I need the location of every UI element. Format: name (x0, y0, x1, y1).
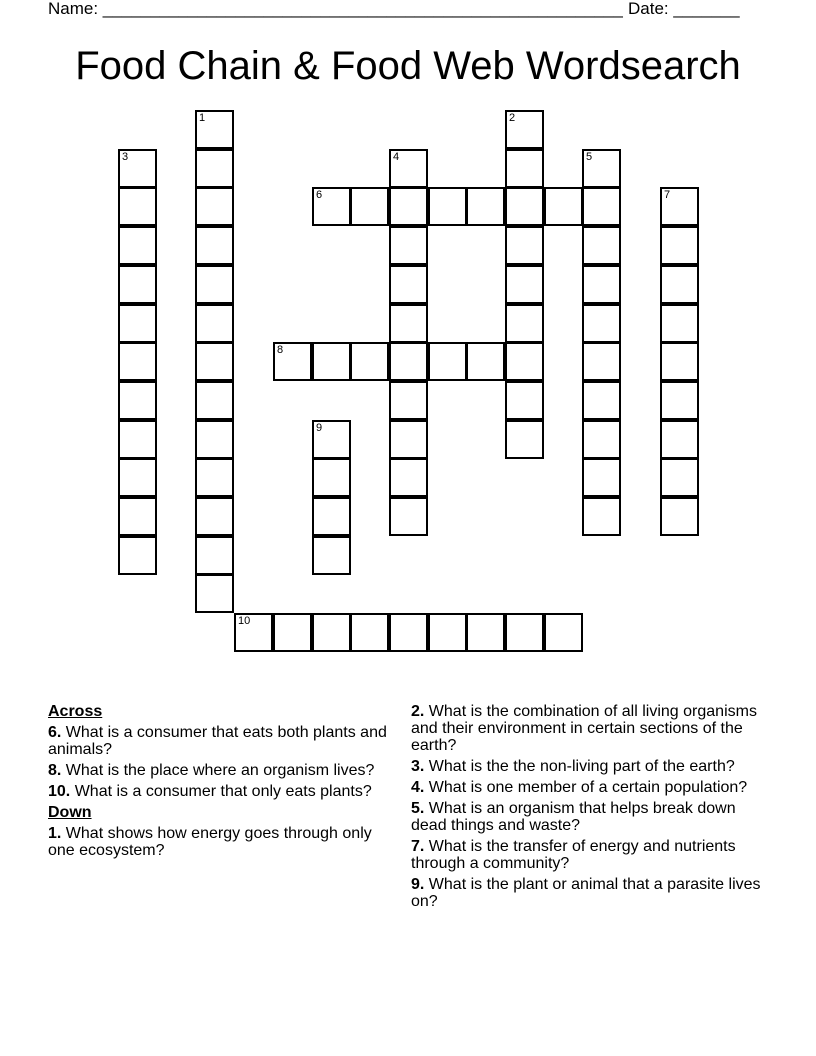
grid-cell[interactable] (389, 226, 428, 265)
grid-cell[interactable] (582, 187, 621, 226)
grid-cell[interactable] (350, 342, 389, 381)
grid-cell[interactable] (312, 420, 351, 459)
clue-across-6: 6. What is a consumer that eats both plants and animals? (48, 724, 387, 758)
clue-number: 10 (238, 615, 251, 627)
grid-cell[interactable] (312, 187, 351, 226)
grid-cell[interactable] (389, 613, 428, 652)
grid-cell[interactable] (505, 304, 544, 343)
grid-cell[interactable] (195, 110, 234, 149)
grid-cell[interactable] (660, 265, 699, 304)
grid-cell[interactable] (234, 613, 273, 652)
grid-cell[interactable] (582, 304, 621, 343)
clue-down-2: 2. What is the combination of all living organisms and their environment in certain sections of the earth? (411, 703, 757, 754)
grid-cell[interactable] (118, 342, 157, 381)
clue-number: 5 (586, 151, 593, 163)
grid-cell[interactable] (195, 342, 234, 381)
across-heading: Across (48, 703, 103, 720)
grid-cell[interactable] (195, 536, 234, 575)
grid-cell[interactable] (428, 187, 467, 226)
grid-cell[interactable] (118, 497, 157, 536)
grid-cell[interactable] (505, 110, 544, 149)
grid-cell[interactable] (582, 381, 621, 420)
grid-cell[interactable] (466, 613, 505, 652)
page-title: Food Chain & Food Web Wordsearch (75, 44, 741, 88)
grid-cell[interactable] (660, 381, 699, 420)
clues-left-column (48, 703, 388, 863)
grid-cell[interactable] (195, 187, 234, 226)
grid-cell[interactable] (195, 381, 234, 420)
grid-cell[interactable] (660, 497, 699, 536)
clue-down-7: 7. What is the transfer of energy and nutrients through a community? (411, 838, 736, 872)
grid-cell[interactable] (195, 304, 234, 343)
grid-cell[interactable] (544, 613, 583, 652)
grid-cell[interactable] (582, 265, 621, 304)
grid-cell[interactable] (273, 342, 312, 381)
grid-cell[interactable] (428, 613, 467, 652)
grid-cell[interactable] (195, 420, 234, 459)
grid-cell[interactable] (389, 187, 428, 226)
grid-cell[interactable] (544, 187, 583, 226)
clue-down-4: 4. What is one member of a certain population? (411, 779, 748, 796)
grid-cell[interactable] (466, 187, 505, 226)
grid-cell[interactable] (389, 420, 428, 459)
grid-cell[interactable] (505, 187, 544, 226)
grid-cell[interactable] (428, 342, 467, 381)
grid-cell[interactable] (118, 265, 157, 304)
grid-cell[interactable] (505, 265, 544, 304)
down-heading: Down (48, 804, 92, 821)
grid-cell[interactable] (582, 420, 621, 459)
grid-cell[interactable] (118, 381, 157, 420)
clue-down-5: 5. What is an organism that helps break down dead things and waste? (411, 800, 736, 834)
grid-cell[interactable] (312, 613, 351, 652)
name-field[interactable]: Name: _______________________________________________________ (48, 0, 623, 18)
grid-cell[interactable] (312, 458, 351, 497)
clue-down-3: 3. What is the the non-living part of the earth? (411, 758, 735, 775)
grid-cell[interactable] (118, 226, 157, 265)
date-field[interactable]: Date: _______ (628, 0, 740, 18)
grid-cell[interactable] (312, 536, 351, 575)
clue-number: 9 (316, 422, 323, 434)
grid-cell[interactable] (660, 304, 699, 343)
grid-cell[interactable] (389, 304, 428, 343)
grid-cell[interactable] (660, 226, 699, 265)
clues-right-column (411, 703, 761, 914)
grid-cell[interactable] (660, 458, 699, 497)
grid-cell[interactable] (582, 226, 621, 265)
grid-cell[interactable] (505, 342, 544, 381)
grid-cell[interactable] (312, 342, 351, 381)
grid-cell[interactable] (389, 149, 428, 188)
grid-cell[interactable] (505, 613, 544, 652)
clue-down-9: 9. What is the plant or animal that a parasite lives on? (411, 876, 761, 910)
grid-cell[interactable] (582, 458, 621, 497)
grid-cell[interactable] (660, 342, 699, 381)
clue-across-8: 8. What is the place where an organism lives? (48, 762, 375, 779)
clue-number: 8 (277, 344, 284, 356)
grid-cell[interactable] (660, 187, 699, 226)
grid-cell[interactable] (118, 536, 157, 575)
grid-cell[interactable] (505, 226, 544, 265)
grid-cell[interactable] (118, 149, 157, 188)
grid-cell[interactable] (118, 187, 157, 226)
grid-cell[interactable] (195, 265, 234, 304)
clue-number: 2 (509, 112, 516, 124)
grid-cell[interactable] (350, 187, 389, 226)
grid-cell[interactable] (195, 497, 234, 536)
clue-number: 6 (316, 189, 323, 201)
grid-cell[interactable] (389, 458, 428, 497)
grid-cell[interactable] (660, 420, 699, 459)
grid-cell[interactable] (389, 265, 428, 304)
clue-number: 4 (393, 151, 400, 163)
grid-cell[interactable] (582, 149, 621, 188)
grid-cell[interactable] (350, 613, 389, 652)
clue-number: 3 (122, 151, 129, 163)
grid-cell[interactable] (505, 381, 544, 420)
grid-cell[interactable] (312, 497, 351, 536)
grid-cell[interactable] (118, 420, 157, 459)
grid-cell[interactable] (582, 342, 621, 381)
grid-cell[interactable] (273, 613, 312, 652)
clue-across-10: 10. What is a consumer that only eats plants? (48, 783, 372, 800)
grid-cell[interactable] (466, 342, 505, 381)
grid-cell[interactable] (505, 149, 544, 188)
grid-cell[interactable] (389, 497, 428, 536)
grid-cell[interactable] (505, 420, 544, 459)
grid-cell[interactable] (195, 149, 234, 188)
clue-number: 1 (199, 112, 206, 124)
grid-cell[interactable] (195, 458, 234, 497)
grid-cell[interactable] (118, 458, 157, 497)
grid-cell[interactable] (389, 381, 428, 420)
grid-cell[interactable] (118, 304, 157, 343)
grid-cell[interactable] (389, 342, 428, 381)
grid-cell[interactable] (195, 226, 234, 265)
clue-down-1: 1. What shows how energy goes through only one ecosystem? (48, 825, 372, 859)
clue-number: 7 (664, 189, 671, 201)
grid-cell[interactable] (195, 574, 234, 613)
grid-cell[interactable] (582, 497, 621, 536)
